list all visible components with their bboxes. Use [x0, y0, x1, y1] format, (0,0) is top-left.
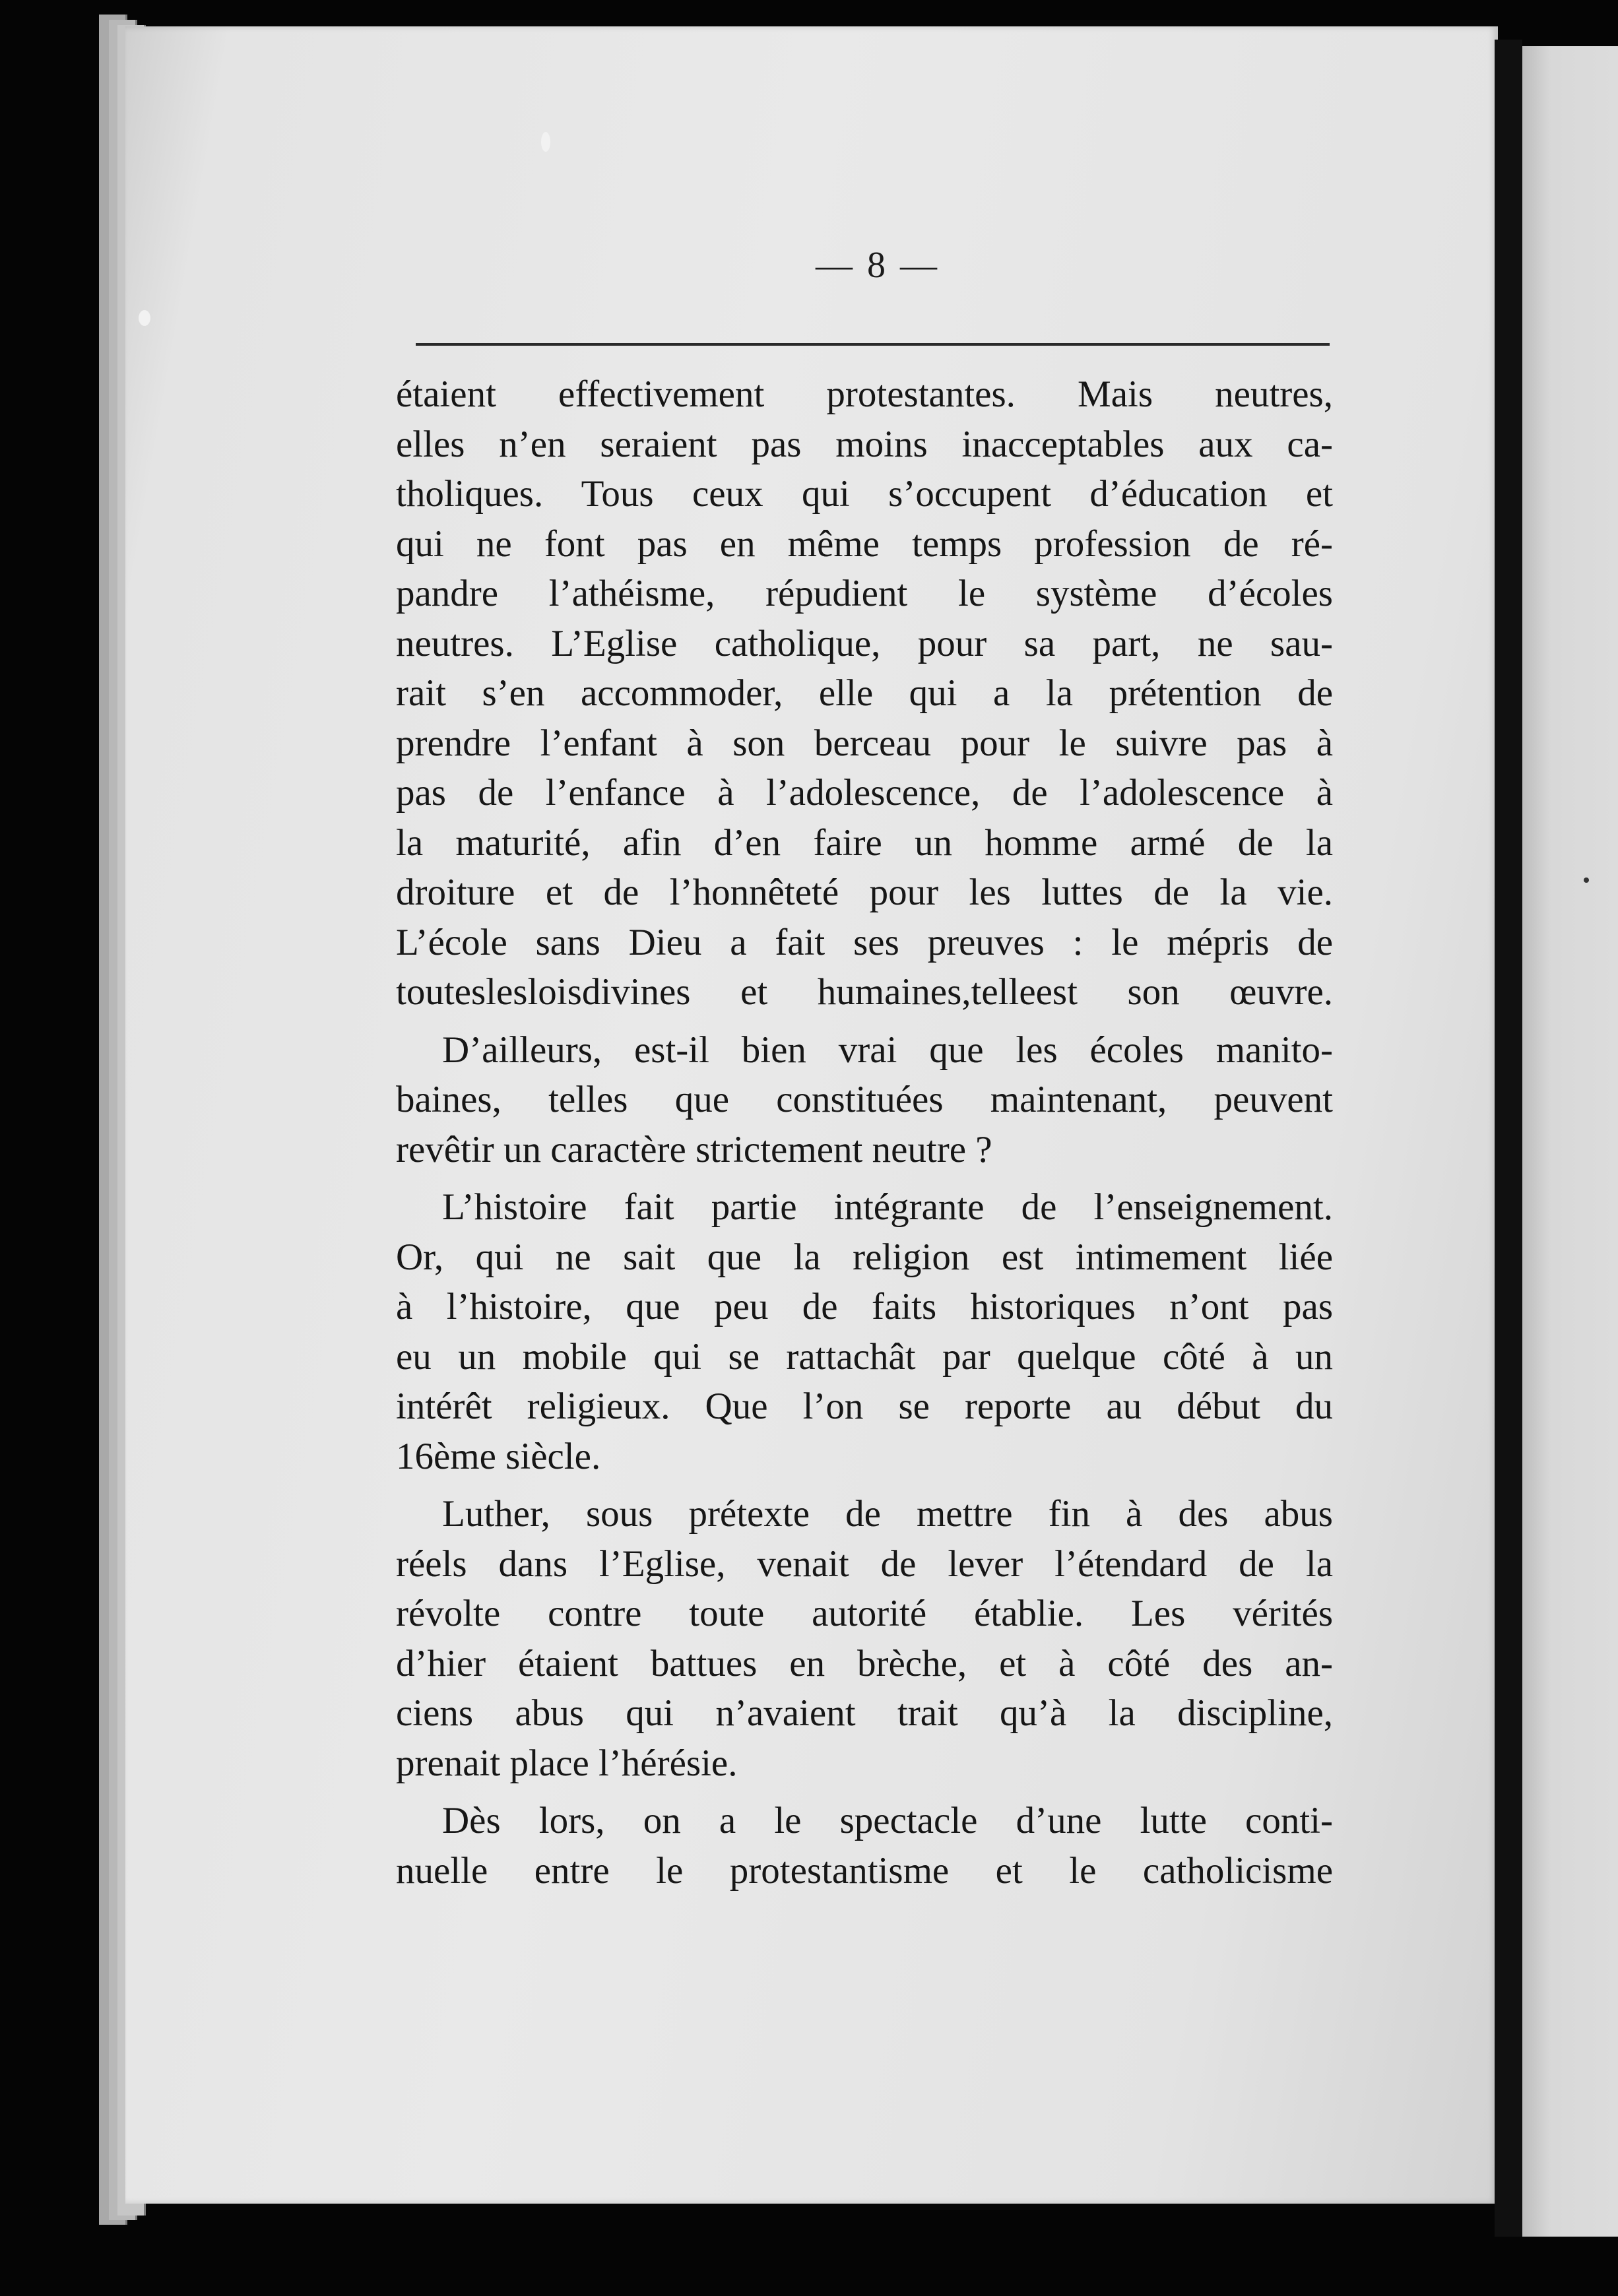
paragraph — [396, 369, 1333, 1017]
paper-speck — [1584, 877, 1589, 883]
text-line: L’école sans Dieu a fait ses preuves : le mépris de — [396, 921, 1333, 963]
text-line: touteslesloisdivines et humaines,telleest son œuvre. — [396, 971, 1333, 1013]
text-line: prenait place l’hérésie. — [396, 1742, 738, 1784]
text-line: à l’histoire, que peu de faits historiques n’ont pas — [396, 1286, 1333, 1327]
text-line: prendre l’enfant à son berceau pour le suivre pas à — [396, 722, 1333, 764]
text-line: intérêt religieux. Que l’on se reporte au début du — [396, 1386, 1333, 1427]
text-line: tholiques. Tous ceux qui s’occupent d’éducation et — [396, 473, 1333, 515]
page-number: — 8 — — [816, 245, 940, 286]
paragraph — [396, 1182, 1333, 1481]
paragraph — [396, 1025, 1333, 1175]
text-line: D’ailleurs, est-il bien vrai que les écoles manito- — [442, 1029, 1333, 1071]
text-line: étaient effectivement protestantes. Mais neutres, — [396, 373, 1333, 415]
text-line: pas de l’enfance à l’adolescence, de l’adolescence à — [396, 772, 1333, 813]
text-line: la maturité, afin d’en faire un homme armé de la — [396, 821, 1333, 864]
text-line: révolte contre toute autorité établie. Les vérités — [396, 1593, 1333, 1634]
text-line: rait s’en accommoder, elle qui a la prétention de — [396, 672, 1333, 714]
text-line: neutres. L’Eglise catholique, pour sa part, ne sau- — [396, 622, 1333, 664]
text-line: elles n’en seraient pas moins inacceptables aux ca- — [396, 423, 1333, 465]
text-line: 16ème siècle. — [396, 1435, 601, 1477]
text-line: baines, telles que constituées maintenant, peuvent — [396, 1079, 1333, 1120]
body-text — [396, 369, 1333, 1903]
text-line: revêtir un caractère strictement neutre ? — [396, 1128, 992, 1170]
text-line: Or, qui ne sait que la religion est intimement liée — [396, 1236, 1333, 1278]
text-line: réels dans l’Eglise, venait de lever l’étendard de la — [396, 1543, 1333, 1585]
book-gutter — [1495, 40, 1522, 2237]
text-line: qui ne font pas en même temps profession de ré- — [396, 523, 1333, 565]
paragraph — [396, 1796, 1333, 1896]
text-line: d’hier étaient battues en brèche, et à côté des an- — [396, 1642, 1333, 1684]
facing-page-edge — [1522, 46, 1618, 2237]
paragraph — [396, 1489, 1333, 1788]
text-line: eu un mobile qui se rattachât par quelque côté à un — [396, 1335, 1333, 1378]
paper-speck — [139, 310, 150, 326]
text-line: nuelle entre le protestantisme et le catholicisme — [396, 1849, 1333, 1892]
text-line: L’histoire fait partie intégrante de l’enseignement. — [442, 1186, 1333, 1228]
text-line: Luther, sous prétexte de mettre fin à des abus — [442, 1493, 1333, 1535]
text-line: Dès lors, on a le spectacle d’une lutte conti- — [442, 1800, 1333, 1841]
text-line: droiture et de l’honnêteté pour les luttes de la vie. — [396, 872, 1333, 913]
text-line: pandre l’athéisme, répudient le système d’écoles — [396, 573, 1333, 614]
paper-speck — [541, 132, 550, 152]
header-rule — [416, 343, 1330, 346]
text-line: ciens abus qui n’avaient trait qu’à la discipline, — [396, 1692, 1333, 1734]
